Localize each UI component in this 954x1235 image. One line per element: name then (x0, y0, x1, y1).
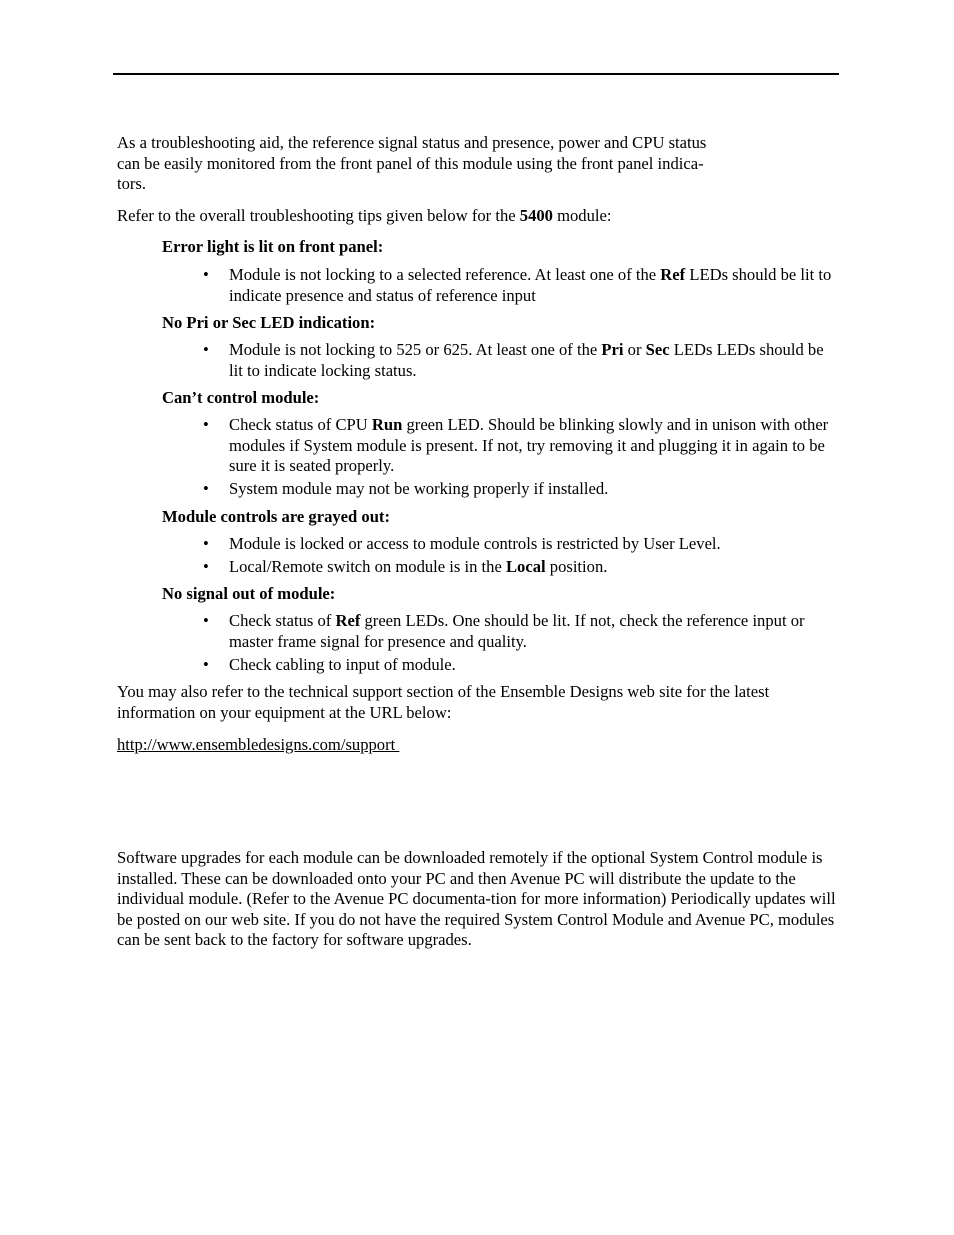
bullets-cant-control (203, 415, 841, 502)
list-item: • Module is locked or access to module controls is restricted by User Level. (203, 534, 721, 553)
support-url-link[interactable]: http://www.ensembledesigns.com/support (117, 735, 400, 754)
bullet-glyph: • (203, 415, 209, 434)
heading-grayed-out: Module controls are grayed out: (162, 507, 390, 526)
list-item: • Module is not locking to 525 or 625. At least one of the Pri or Sec LEDs LEDs should be lit to indicate locking status. (203, 340, 824, 380)
list-item: • Check status of CPU Run green LED. Should be blinking slowly and in unison with other modules if System module is present. If not, try removing it and plugging it in again to be sure it is seated properly. (203, 415, 829, 475)
heading-error-light: Error light is lit on front panel: (162, 237, 384, 256)
bullet-glyph: • (203, 654, 209, 674)
bullet-glyph: • (203, 611, 209, 630)
list-item: • System module may not be working properly if installed. (203, 479, 609, 498)
bullet-glyph: • (203, 340, 209, 359)
list-item: • Check cabling to input of module. (203, 654, 456, 674)
list-item: • Local/Remote switch on module is in the Local position. (203, 557, 608, 576)
support-paragraph: You may also refer to the technical support section of the Ensemble Designs web site for the latest information on your equipment at the URL below: (117, 682, 770, 722)
heading-cant-control: Can’t control module: (162, 388, 320, 407)
support-url-line (117, 735, 839, 756)
heading-no-signal: No signal out of module: (162, 584, 336, 603)
intro-paragraph: As a troubleshooting aid, the reference signal status and presence, power and CPU status can be easily monitored from the front panel of this module using the front panel indica- tors. (117, 133, 707, 193)
heading-no-pri-sec: No Pri or Sec LED indication: (162, 313, 376, 332)
bullet-glyph: • (203, 534, 209, 553)
refer-text-before: Refer to the overall troubleshooting tips given below for the (117, 206, 520, 225)
bullets-grayed-out (203, 534, 841, 580)
bullets-no-signal (203, 611, 841, 678)
bullets-error-light (203, 265, 841, 309)
refer-text-after: module: (552, 206, 612, 225)
list-item: • Check status of Ref green LEDs. One should be lit. If not, check the reference input or master frame signal for presence and quality. (203, 611, 805, 651)
bullets-no-pri-sec (203, 340, 841, 384)
bullet-glyph: • (203, 265, 209, 284)
bullet-glyph: • (203, 557, 209, 576)
refer-paragraph (117, 206, 839, 227)
header-rule (113, 73, 839, 75)
bullet-glyph: • (203, 479, 209, 498)
list-item: • Module is not locking to a selected reference. At least one of the Ref LEDs should be lit to indicate presence and status of reference input (203, 265, 832, 305)
model-number: 5400 (519, 206, 553, 225)
upgrades-paragraph: Software upgrades for each module can be downloaded remotely if the optional System Control module is installed. These can be downloaded onto your PC and then Avenue PC will distribute the update to the individual module. (Refer to the Avenue PC documenta-tion for more information) Periodically updates will be posted on our web site. If you do not have the required System Control Module and Avenue PC, modules can be sent back to the factory for software upgrades. (117, 848, 836, 949)
